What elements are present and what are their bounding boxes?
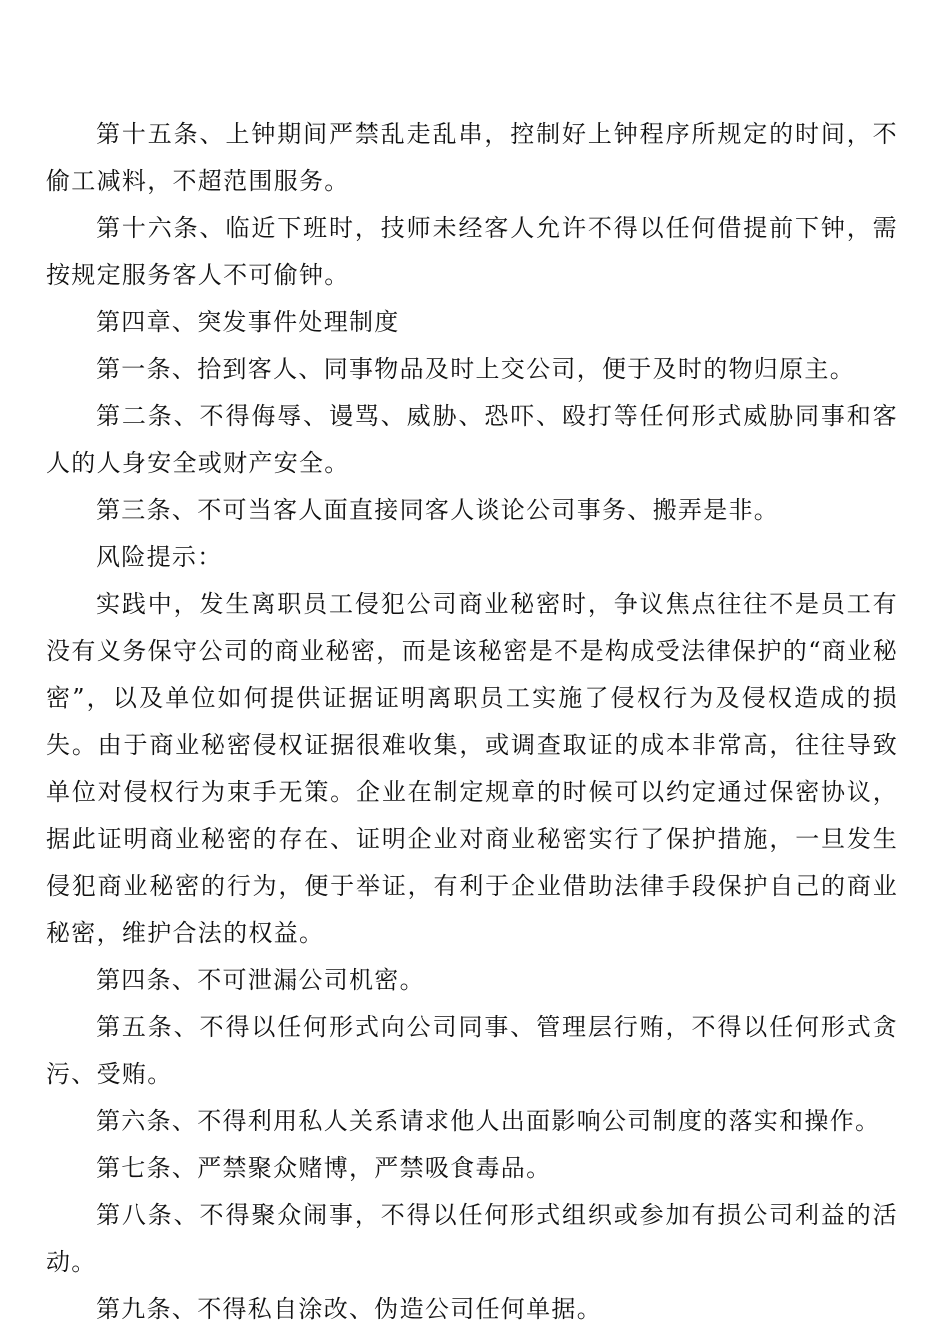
- article-7-paragraph: 第七条、严禁聚众赌博，严禁吸食毒品。: [96, 1154, 552, 1182]
- chapter-4-heading: 第四章、突发事件处理制度: [96, 308, 400, 336]
- risk-notice-heading: 风险提示：: [96, 543, 223, 571]
- article-5-paragraph: 第五条、不得以任何形式向公司同事、管理层行贿，不得以任何形式贪污、受贿。: [46, 1013, 898, 1088]
- article-16-paragraph: 第十六条、临近下班时，技师未经客人允许不得以任何借提前下钟，需按规定服务客人不可偷钟。: [46, 214, 898, 289]
- article-8-paragraph: 第八条、不得聚众闹事，不得以任何形式组织或参加有损公司利益的活动。: [46, 1201, 898, 1276]
- document-body: [46, 111, 898, 1333]
- article-6-paragraph: 第六条、不得利用私人关系请求他人出面影响公司制度的落实和操作。: [96, 1107, 881, 1135]
- article-4-paragraph: 第四条、不可泄漏公司机密。: [96, 966, 425, 994]
- article-3-paragraph: 第三条、不可当客人面直接同客人谈论公司事务、搬弄是非。: [96, 496, 780, 524]
- article-1-paragraph: 第一条、拾到客人、同事物品及时上交公司，便于及时的物归原主。: [96, 355, 855, 383]
- article-2-paragraph: 第二条、不得侮辱、谩骂、威胁、恐吓、殴打等任何形式威胁同事和客人的人身安全或财产安全。: [46, 402, 898, 477]
- risk-notice-paragraph: 实践中，发生离职员工侵犯公司商业秘密时，争议焦点往往不是员工有没有义务保守公司的商业秘密，而是该秘密是不是构成受法律保护的“商业秘密”，以及单位如何提供证据证明离职员工实施了侵权行为及侵权造成的损失。由于商业秘密侵权证据很难收集，或调查取证的成本非常高，往往导致单位对侵权行为束手无策。企业在制定规章的时候可以约定通过保密协议，据此证明商业秘密的存在、证明企业对商业秘密实行了保护措施，一旦发生侵犯商业秘密的行为，便于举证，有利于企业借助法律手段保护自己的商业秘密，维护合法的权益。: [46, 590, 898, 947]
- article-15-paragraph: 第十五条、上钟期间严禁乱走乱串，控制好上钟程序所规定的时间，不偷工减料，不超范围服务。: [46, 120, 898, 195]
- article-9-paragraph: 第九条、不得私自涂改、伪造公司任何单据。: [96, 1295, 602, 1323]
